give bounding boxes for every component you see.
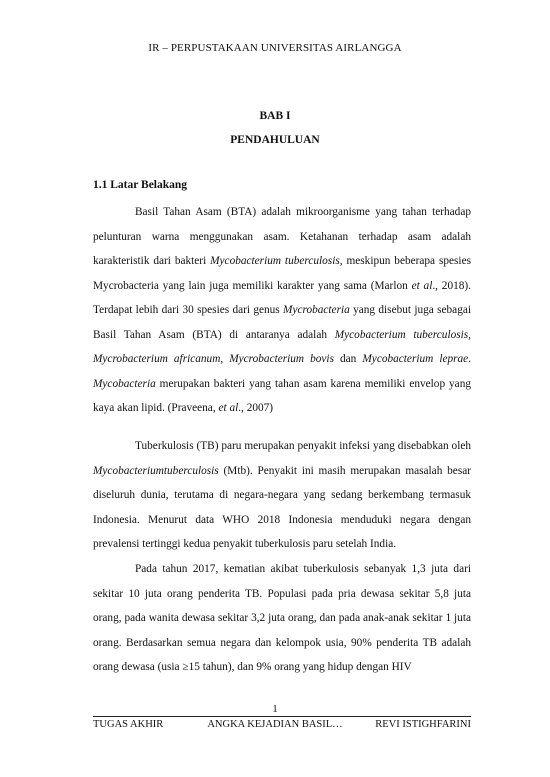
- text-run: Basil Tahan Asam (BTA) adalah mikroorganisme yang tahan terhadap pelunturan warna menggunakan asam. Ketahanan terhadap asam adalah karakteristik dari bakteri: [93, 206, 471, 267]
- footer-left: TUGAS AKHIR: [93, 719, 164, 730]
- italic-term: Mycobacterium tuberculosis, Mycrobacterium africanum, Mycrobacterium bovis: [93, 328, 471, 365]
- text-run: yang disebut juga sebagai Basil Tahan Asam (BTA) di antaranya adalah: [93, 304, 472, 341]
- text-run: Pada tahun 2017, kematian akibat tuberkulosis sebanyak 1,3 juta dari sekitar 10 juta orang penderita TB. Populasi pada pria dewasa sekitar 5,8 juta orang, pada wanita dewasa sekitar 3,2 juta orang, dan pada anak-anak sekitar 1 juta orang. Berdasarkan semua negara dan kelompok usia, 90% penderita TB adalah orang dewasa (usia ≥15 tahun), dan 9% orang yang hidup dengan HIV: [93, 563, 471, 673]
- section-heading: 1.1 Latar Belakang: [93, 179, 188, 191]
- italic-term: et al: [411, 279, 433, 292]
- text-run: dan: [333, 353, 363, 365]
- italic-term: Mycobacteriumtuberculosis: [93, 464, 219, 477]
- italic-term: Mycrobacteria: [283, 304, 350, 316]
- footer-right: REVI ISTIGHFARINI: [375, 719, 471, 730]
- paragraph-tuberkulosis: [93, 434, 471, 557]
- running-header: IR – PERPUSTAKAAN UNIVERSITAS AIRLANGGA: [148, 42, 402, 54]
- text-run: merupakan bakteri yang tahan asam karena memiliki envelop yang kaya akan lipid. (Praveena,: [93, 377, 471, 414]
- text-run: ., 2007): [238, 402, 274, 414]
- footer-rule: [93, 716, 471, 717]
- text-run: , meskipun beberapa spesies Mycrobacteria yang lain juga memiliki karakter yang sama (Marlon: [93, 255, 471, 292]
- paragraph-bta: [93, 200, 471, 421]
- text-run: (Mtb). Penyakit ini masih merupakan masalah besar diseluruh dunia, terutama di negara-negara yang sedang berkembang termasuk Indonesia. Menurut data WHO 2018 Indonesia menduduki negara dengan prevalensi tertinggi kedua penyakit tuberkulosis paru setelah India.: [93, 464, 471, 550]
- text-run: ., 2018). Terdapat lebih dari 30 spesies dari genus: [93, 279, 471, 316]
- page-number: 1: [272, 704, 278, 715]
- chapter-title: PENDAHULUAN: [230, 134, 320, 146]
- footer-center: ANGKA KEJADIAN BASIL…: [207, 719, 343, 730]
- italic-term: Mycobacteria: [93, 377, 156, 390]
- text-run: .: [468, 353, 472, 365]
- italic-term: Mycobacterium leprae: [362, 353, 469, 365]
- italic-term: Mycobacterium tuberculosis: [210, 255, 340, 267]
- chapter-number: BAB I: [259, 110, 291, 122]
- italic-term: et al: [218, 402, 239, 414]
- paragraph-statistik: [93, 557, 471, 680]
- text-run: Tuberkulosis (TB) paru merupakan penyakit infeksi yang disebabkan oleh: [135, 440, 471, 452]
